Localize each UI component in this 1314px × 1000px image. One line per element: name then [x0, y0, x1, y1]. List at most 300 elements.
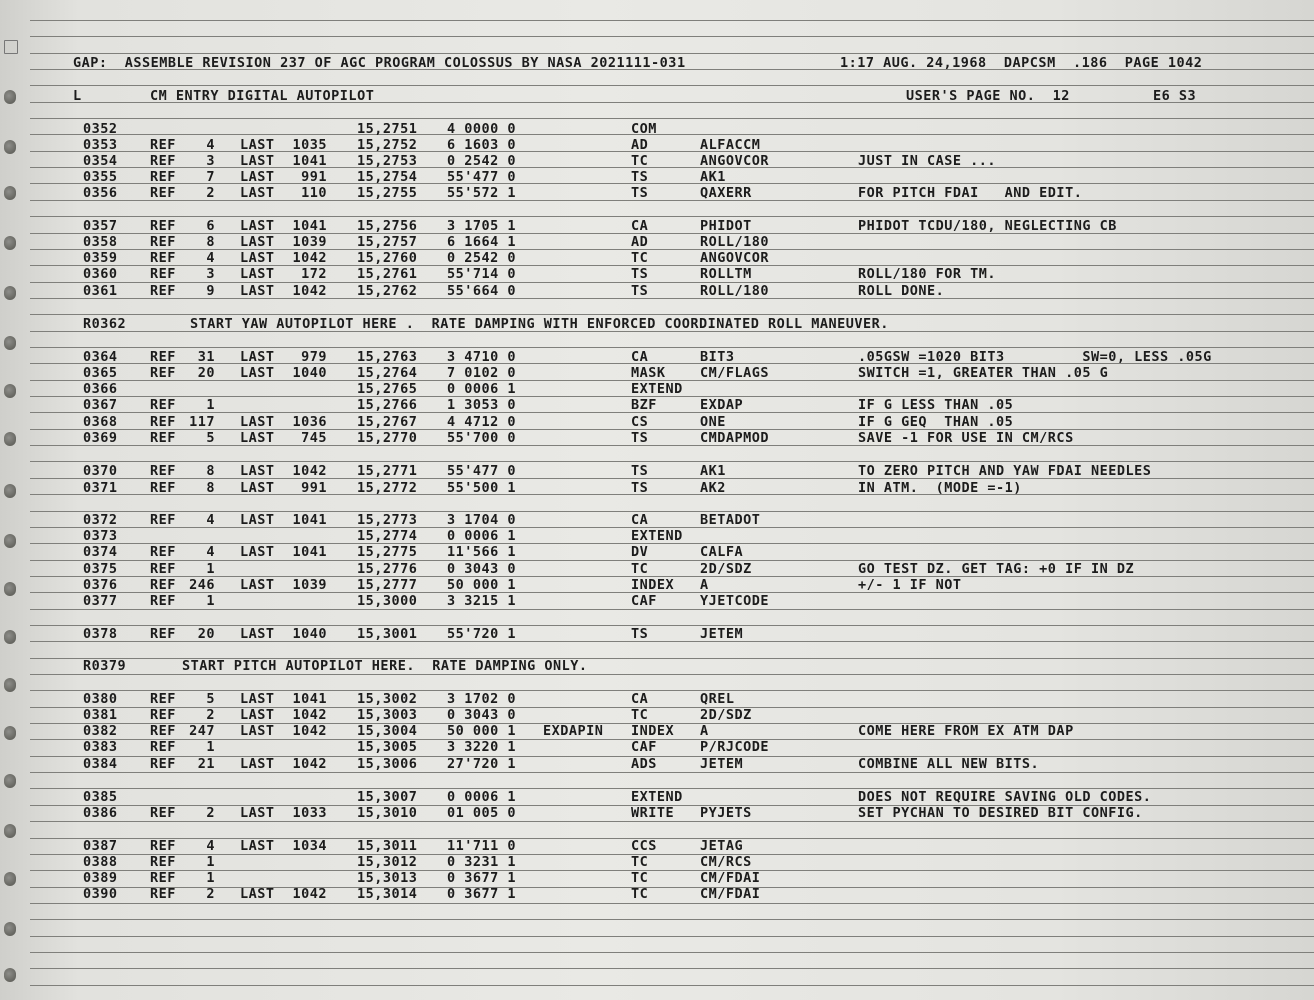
- address: 15,3000: [357, 593, 418, 609]
- ref-keyword: REF: [150, 185, 176, 201]
- octal-value: 55'714 0: [447, 266, 517, 282]
- octal-value: 27'720 1: [447, 756, 517, 772]
- opcode: CA: [631, 349, 649, 365]
- line-number: 0385: [83, 789, 118, 805]
- line-number: 0378: [83, 626, 118, 642]
- comment: COME HERE FROM EX ATM DAP: [858, 723, 1074, 739]
- feed-hole: [4, 922, 16, 936]
- octal-value: 3 1702 0: [447, 691, 517, 707]
- opcode: INDEX: [631, 577, 675, 593]
- ref-keyword: REF: [150, 626, 176, 642]
- operand: ROLL/180: [700, 283, 770, 299]
- ruled-line: [30, 134, 1314, 135]
- octal-value: 55'572 1: [447, 185, 517, 201]
- ref-count: 3: [206, 266, 215, 282]
- operand: QAXERR: [700, 185, 752, 201]
- ruled-line: [30, 821, 1314, 822]
- ruled-line: [30, 968, 1314, 969]
- opcode: EXTEND: [631, 381, 683, 397]
- ref-count: 6: [206, 218, 215, 234]
- ref-keyword: REF: [150, 593, 176, 609]
- address: 15,2774: [357, 528, 418, 544]
- line-number: 0381: [83, 707, 118, 723]
- octal-value: 3 4710 0: [447, 349, 517, 365]
- ref-keyword: REF: [150, 512, 176, 528]
- octal-value: 50 000 1: [447, 723, 517, 739]
- line-number: 0387: [83, 838, 118, 854]
- comment: SWITCH =1, GREATER THAN .05 G: [858, 365, 1109, 381]
- ref-count: 7: [206, 169, 215, 185]
- last-page: 1042: [292, 283, 327, 299]
- ref-keyword: REF: [150, 234, 176, 250]
- ref-keyword: REF: [150, 169, 176, 185]
- header-log-marker: L: [73, 88, 82, 104]
- last-keyword: LAST: [240, 707, 275, 723]
- comment: TO ZERO PITCH AND YAW FDAI NEEDLES: [858, 463, 1152, 479]
- operand: BETADOT: [700, 512, 761, 528]
- address: 15,3007: [357, 789, 418, 805]
- ref-keyword: REF: [150, 349, 176, 365]
- header-assembly-line: GAP: ASSEMBLE REVISION 237 OF AGC PROGRAM COLOSSUS BY NASA 2021111-031: [73, 55, 686, 71]
- ref-count: 2: [206, 185, 215, 201]
- line-number: 0383: [83, 739, 118, 755]
- octal-value: 3 1704 0: [447, 512, 517, 528]
- operand: ROLL/180: [700, 234, 770, 250]
- last-page: 1033: [292, 805, 327, 821]
- line-number: 0358: [83, 234, 118, 250]
- ref-count: 31: [197, 349, 215, 365]
- operand: YJETCODE: [700, 593, 770, 609]
- ruled-line: [30, 739, 1314, 740]
- comment: DOES NOT REQUIRE SAVING OLD CODES.: [858, 789, 1152, 805]
- operand: PYJETS: [700, 805, 752, 821]
- address: 15,2777: [357, 577, 418, 593]
- ref-keyword: REF: [150, 739, 176, 755]
- address: 15,3006: [357, 756, 418, 772]
- ref-count: 1: [206, 739, 215, 755]
- opcode: TC: [631, 707, 649, 723]
- ref-keyword: REF: [150, 218, 176, 234]
- last-keyword: LAST: [240, 266, 275, 282]
- operand: PHIDOT: [700, 218, 752, 234]
- opcode: AD: [631, 234, 649, 250]
- ruled-line: [30, 314, 1314, 315]
- address: 15,3005: [357, 739, 418, 755]
- address: 15,2775: [357, 544, 418, 560]
- operand: JETEM: [700, 626, 744, 642]
- octal-value: 55'477 0: [447, 169, 517, 185]
- octal-value: 0 2542 0: [447, 250, 517, 266]
- ref-keyword: REF: [150, 723, 176, 739]
- ref-keyword: REF: [150, 691, 176, 707]
- feed-hole: [4, 384, 16, 398]
- last-page: 1040: [292, 365, 327, 381]
- opcode: INDEX: [631, 723, 675, 739]
- line-number: 0389: [83, 870, 118, 886]
- opcode: TC: [631, 250, 649, 266]
- ref-count: 21: [197, 756, 215, 772]
- line-number: 0371: [83, 480, 118, 496]
- ruled-line: [30, 772, 1314, 773]
- last-page: 991: [301, 169, 327, 185]
- operand: A: [700, 577, 709, 593]
- operand: AK1: [700, 463, 726, 479]
- ref-count: 1: [206, 854, 215, 870]
- last-keyword: LAST: [240, 544, 275, 560]
- comment: IN ATM. (MODE =-1): [858, 480, 1022, 496]
- address: 15,2767: [357, 414, 418, 430]
- line-number: 0353: [83, 137, 118, 153]
- feed-hole: [4, 824, 16, 838]
- last-keyword: LAST: [240, 805, 275, 821]
- line-number: 0370: [83, 463, 118, 479]
- ref-keyword: REF: [150, 250, 176, 266]
- octal-value: 0 3043 0: [447, 707, 517, 723]
- header-section-title: CM ENTRY DIGITAL AUTOPILOT: [150, 88, 375, 104]
- last-keyword: LAST: [240, 463, 275, 479]
- ref-keyword: REF: [150, 756, 176, 772]
- address: 15,2772: [357, 480, 418, 496]
- last-page: 1042: [292, 463, 327, 479]
- octal-value: 0 3231 1: [447, 854, 517, 870]
- last-keyword: LAST: [240, 153, 275, 169]
- address: 15,2752: [357, 137, 418, 153]
- last-page: 1039: [292, 577, 327, 593]
- last-page: 172: [301, 266, 327, 282]
- octal-value: 6 1603 0: [447, 137, 517, 153]
- octal-value: 0 3677 1: [447, 870, 517, 886]
- remark-text: START YAW AUTOPILOT HERE . RATE DAMPING WITH ENFORCED COORDINATED ROLL MANEUVER.: [190, 316, 889, 332]
- ruled-line: [30, 952, 1314, 953]
- ruled-line: [30, 919, 1314, 920]
- address: 15,2776: [357, 561, 418, 577]
- ref-count: 1: [206, 870, 215, 886]
- line-number: 0352: [83, 121, 118, 137]
- opcode: DV: [631, 544, 649, 560]
- line-number: 0388: [83, 854, 118, 870]
- ref-keyword: REF: [150, 577, 176, 593]
- line-number: 0382: [83, 723, 118, 739]
- comment: SET PYCHAN TO DESIRED BIT CONFIG.: [858, 805, 1143, 821]
- ref-count: 1: [206, 397, 215, 413]
- opcode: TS: [631, 463, 649, 479]
- comment: JUST IN CASE ...: [858, 153, 997, 169]
- last-keyword: LAST: [240, 185, 275, 201]
- last-keyword: LAST: [240, 886, 275, 902]
- address: 15,3002: [357, 691, 418, 707]
- opcode: TC: [631, 870, 649, 886]
- opcode: EXTEND: [631, 789, 683, 805]
- ref-keyword: REF: [150, 365, 176, 381]
- ref-count: 20: [197, 626, 215, 642]
- octal-value: 1 3053 0: [447, 397, 517, 413]
- address: 15,2771: [357, 463, 418, 479]
- operand: CM/FDAI: [700, 870, 761, 886]
- line-number: 0374: [83, 544, 118, 560]
- octal-value: 55'720 1: [447, 626, 517, 642]
- operand: CM/RCS: [700, 854, 752, 870]
- line-number: 0369: [83, 430, 118, 446]
- ruled-line: [30, 854, 1314, 855]
- ref-count: 4: [206, 250, 215, 266]
- last-page: 1042: [292, 250, 327, 266]
- address: 15,2761: [357, 266, 418, 282]
- octal-value: 55'500 1: [447, 480, 517, 496]
- line-number: 0364: [83, 349, 118, 365]
- last-keyword: LAST: [240, 691, 275, 707]
- operand: CMDAPMOD: [700, 430, 770, 446]
- octal-value: 3 1705 1: [447, 218, 517, 234]
- last-page: 1035: [292, 137, 327, 153]
- octal-value: 0 2542 0: [447, 153, 517, 169]
- octal-value: 55'700 0: [447, 430, 517, 446]
- ref-count: 9: [206, 283, 215, 299]
- last-keyword: LAST: [240, 137, 275, 153]
- last-page: 1040: [292, 626, 327, 642]
- header-date-page: 1:17 AUG. 24,1968 DAPCSM .186 PAGE 1042: [840, 55, 1203, 71]
- ref-count: 8: [206, 480, 215, 496]
- operand: ALFACCM: [700, 137, 761, 153]
- operand: JETAG: [700, 838, 744, 854]
- comment: IF G GEQ THAN .05: [858, 414, 1014, 430]
- ref-keyword: REF: [150, 266, 176, 282]
- operand: BIT3: [700, 349, 735, 365]
- comment: ROLL/180 FOR TM.: [858, 266, 997, 282]
- ref-keyword: REF: [150, 153, 176, 169]
- opcode: CAF: [631, 739, 657, 755]
- last-page: 1039: [292, 234, 327, 250]
- ref-count: 1: [206, 593, 215, 609]
- remark-text: START PITCH AUTOPILOT HERE. RATE DAMPING ONLY.: [182, 658, 588, 674]
- last-page: 1042: [292, 886, 327, 902]
- ref-keyword: REF: [150, 283, 176, 299]
- last-page: 1042: [292, 756, 327, 772]
- last-page: 110: [301, 185, 327, 201]
- comment: SAVE -1 FOR USE IN CM/RCS: [858, 430, 1074, 446]
- feed-hole: [4, 774, 16, 788]
- last-keyword: LAST: [240, 365, 275, 381]
- address: 15,2756: [357, 218, 418, 234]
- opcode: CA: [631, 691, 649, 707]
- opcode: ADS: [631, 756, 657, 772]
- line-number: 0366: [83, 381, 118, 397]
- last-page: 745: [301, 430, 327, 446]
- ref-count: 4: [206, 512, 215, 528]
- ruled-line: [30, 20, 1314, 21]
- address: 15,3011: [357, 838, 418, 854]
- address: 15,3001: [357, 626, 418, 642]
- octal-value: 0 3043 0: [447, 561, 517, 577]
- ruled-line: [30, 85, 1314, 86]
- ref-count: 2: [206, 707, 215, 723]
- ref-count: 4: [206, 838, 215, 854]
- operand: AK2: [700, 480, 726, 496]
- opcode: TS: [631, 480, 649, 496]
- last-page: 1042: [292, 723, 327, 739]
- ruled-line: [30, 936, 1314, 937]
- ref-count: 1: [206, 561, 215, 577]
- last-keyword: LAST: [240, 283, 275, 299]
- ref-keyword: REF: [150, 137, 176, 153]
- line-number: 0386: [83, 805, 118, 821]
- operand: 2D/SDZ: [700, 561, 752, 577]
- operand: JETEM: [700, 756, 744, 772]
- ruled-line: [30, 674, 1314, 675]
- header-code: E6 S3: [1153, 88, 1197, 104]
- ref-count: 117: [189, 414, 215, 430]
- address: 15,2766: [357, 397, 418, 413]
- opcode: CA: [631, 512, 649, 528]
- address: 15,2770: [357, 430, 418, 446]
- ruled-line: [30, 216, 1314, 217]
- opcode: CAF: [631, 593, 657, 609]
- ruled-line: [30, 118, 1314, 119]
- last-keyword: LAST: [240, 512, 275, 528]
- address: 15,2763: [357, 349, 418, 365]
- octal-value: 01 005 0: [447, 805, 517, 821]
- octal-value: 4 4712 0: [447, 414, 517, 430]
- ref-count: 8: [206, 234, 215, 250]
- ref-keyword: REF: [150, 805, 176, 821]
- address: 15,3004: [357, 723, 418, 739]
- operand: CM/FDAI: [700, 886, 761, 902]
- ruled-line: [30, 53, 1314, 54]
- address: 15,2773: [357, 512, 418, 528]
- opcode: WRITE: [631, 805, 675, 821]
- line-number: R0362: [83, 316, 127, 332]
- ref-keyword: REF: [150, 544, 176, 560]
- ref-keyword: REF: [150, 870, 176, 886]
- last-keyword: LAST: [240, 349, 275, 365]
- line-number: 0355: [83, 169, 118, 185]
- operand: A: [700, 723, 709, 739]
- feed-hole: [4, 968, 16, 982]
- last-keyword: LAST: [240, 414, 275, 430]
- last-keyword: LAST: [240, 169, 275, 185]
- feed-hole: [4, 90, 16, 104]
- ruled-line: [30, 461, 1314, 462]
- ruled-line: [30, 870, 1314, 871]
- last-page: 1041: [292, 544, 327, 560]
- octal-value: 0 3677 1: [447, 886, 517, 902]
- operand: CALFA: [700, 544, 744, 560]
- last-page: 979: [301, 349, 327, 365]
- line-number: 0376: [83, 577, 118, 593]
- address: 15,2753: [357, 153, 418, 169]
- feed-hole: [4, 40, 18, 54]
- operand: EXDAP: [700, 397, 744, 413]
- opcode: CS: [631, 414, 649, 430]
- line-number: 0384: [83, 756, 118, 772]
- address: 15,2757: [357, 234, 418, 250]
- octal-value: 55'664 0: [447, 283, 517, 299]
- opcode: EXTEND: [631, 528, 683, 544]
- line-number: 0368: [83, 414, 118, 430]
- opcode: CA: [631, 218, 649, 234]
- address: 15,3003: [357, 707, 418, 723]
- address: 15,2755: [357, 185, 418, 201]
- line-number: 0360: [83, 266, 118, 282]
- operand: P/RJCODE: [700, 739, 770, 755]
- opcode: COM: [631, 121, 657, 137]
- comment: GO TEST DZ. GET TAG: +0 IF IN DZ: [858, 561, 1135, 577]
- ruled-line: [30, 347, 1314, 348]
- octal-value: 0 0006 1: [447, 789, 517, 805]
- comment: ROLL DONE.: [858, 283, 945, 299]
- operand: ONE: [700, 414, 726, 430]
- address: 15,3013: [357, 870, 418, 886]
- octal-value: 4 0000 0: [447, 121, 517, 137]
- address: 15,3012: [357, 854, 418, 870]
- comment: IF G LESS THAN .05: [858, 397, 1014, 413]
- opcode: TS: [631, 169, 649, 185]
- last-page: 1041: [292, 512, 327, 528]
- comment: PHIDOT TCDU/180, NEGLECTING CB: [858, 218, 1117, 234]
- address: 15,2760: [357, 250, 418, 266]
- address: 15,3010: [357, 805, 418, 821]
- comment: FOR PITCH FDAI AND EDIT.: [858, 185, 1083, 201]
- line-number: 0357: [83, 218, 118, 234]
- ref-count: 20: [197, 365, 215, 381]
- ref-keyword: REF: [150, 430, 176, 446]
- line-number: 0367: [83, 397, 118, 413]
- line-number: 0380: [83, 691, 118, 707]
- last-keyword: LAST: [240, 218, 275, 234]
- ref-count: 4: [206, 137, 215, 153]
- ref-keyword: REF: [150, 414, 176, 430]
- line-number: 0390: [83, 886, 118, 902]
- operand: QREL: [700, 691, 735, 707]
- opcode: TS: [631, 430, 649, 446]
- ref-count: 247: [189, 723, 215, 739]
- operand: CM/FLAGS: [700, 365, 770, 381]
- octal-value: 3 3220 1: [447, 739, 517, 755]
- line-number: 0365: [83, 365, 118, 381]
- opcode: CCS: [631, 838, 657, 854]
- ref-count: 5: [206, 691, 215, 707]
- last-keyword: LAST: [240, 234, 275, 250]
- comment: +/- 1 IF NOT: [858, 577, 962, 593]
- ref-keyword: REF: [150, 397, 176, 413]
- comment: .05GSW =1020 BIT3 SW=0, LESS .05G: [858, 349, 1212, 365]
- octal-value: 3 3215 1: [447, 593, 517, 609]
- feed-hole: [4, 336, 16, 350]
- line-number: 0373: [83, 528, 118, 544]
- ref-keyword: REF: [150, 707, 176, 723]
- last-keyword: LAST: [240, 430, 275, 446]
- last-page: 1041: [292, 691, 327, 707]
- operand: ANGOVCOR: [700, 153, 770, 169]
- opcode: TS: [631, 185, 649, 201]
- octal-value: 0 0006 1: [447, 381, 517, 397]
- line-number: 0377: [83, 593, 118, 609]
- ref-count: 4: [206, 544, 215, 560]
- octal-value: 7 0102 0: [447, 365, 517, 381]
- ref-count: 5: [206, 430, 215, 446]
- octal-value: 11'566 1: [447, 544, 517, 560]
- last-keyword: LAST: [240, 480, 275, 496]
- last-keyword: LAST: [240, 626, 275, 642]
- last-keyword: LAST: [240, 838, 275, 854]
- line-number: 0372: [83, 512, 118, 528]
- opcode: TC: [631, 561, 649, 577]
- last-keyword: LAST: [240, 577, 275, 593]
- ref-count: 8: [206, 463, 215, 479]
- line-number: 0361: [83, 283, 118, 299]
- opcode: TS: [631, 283, 649, 299]
- ref-keyword: REF: [150, 886, 176, 902]
- last-page: 1041: [292, 218, 327, 234]
